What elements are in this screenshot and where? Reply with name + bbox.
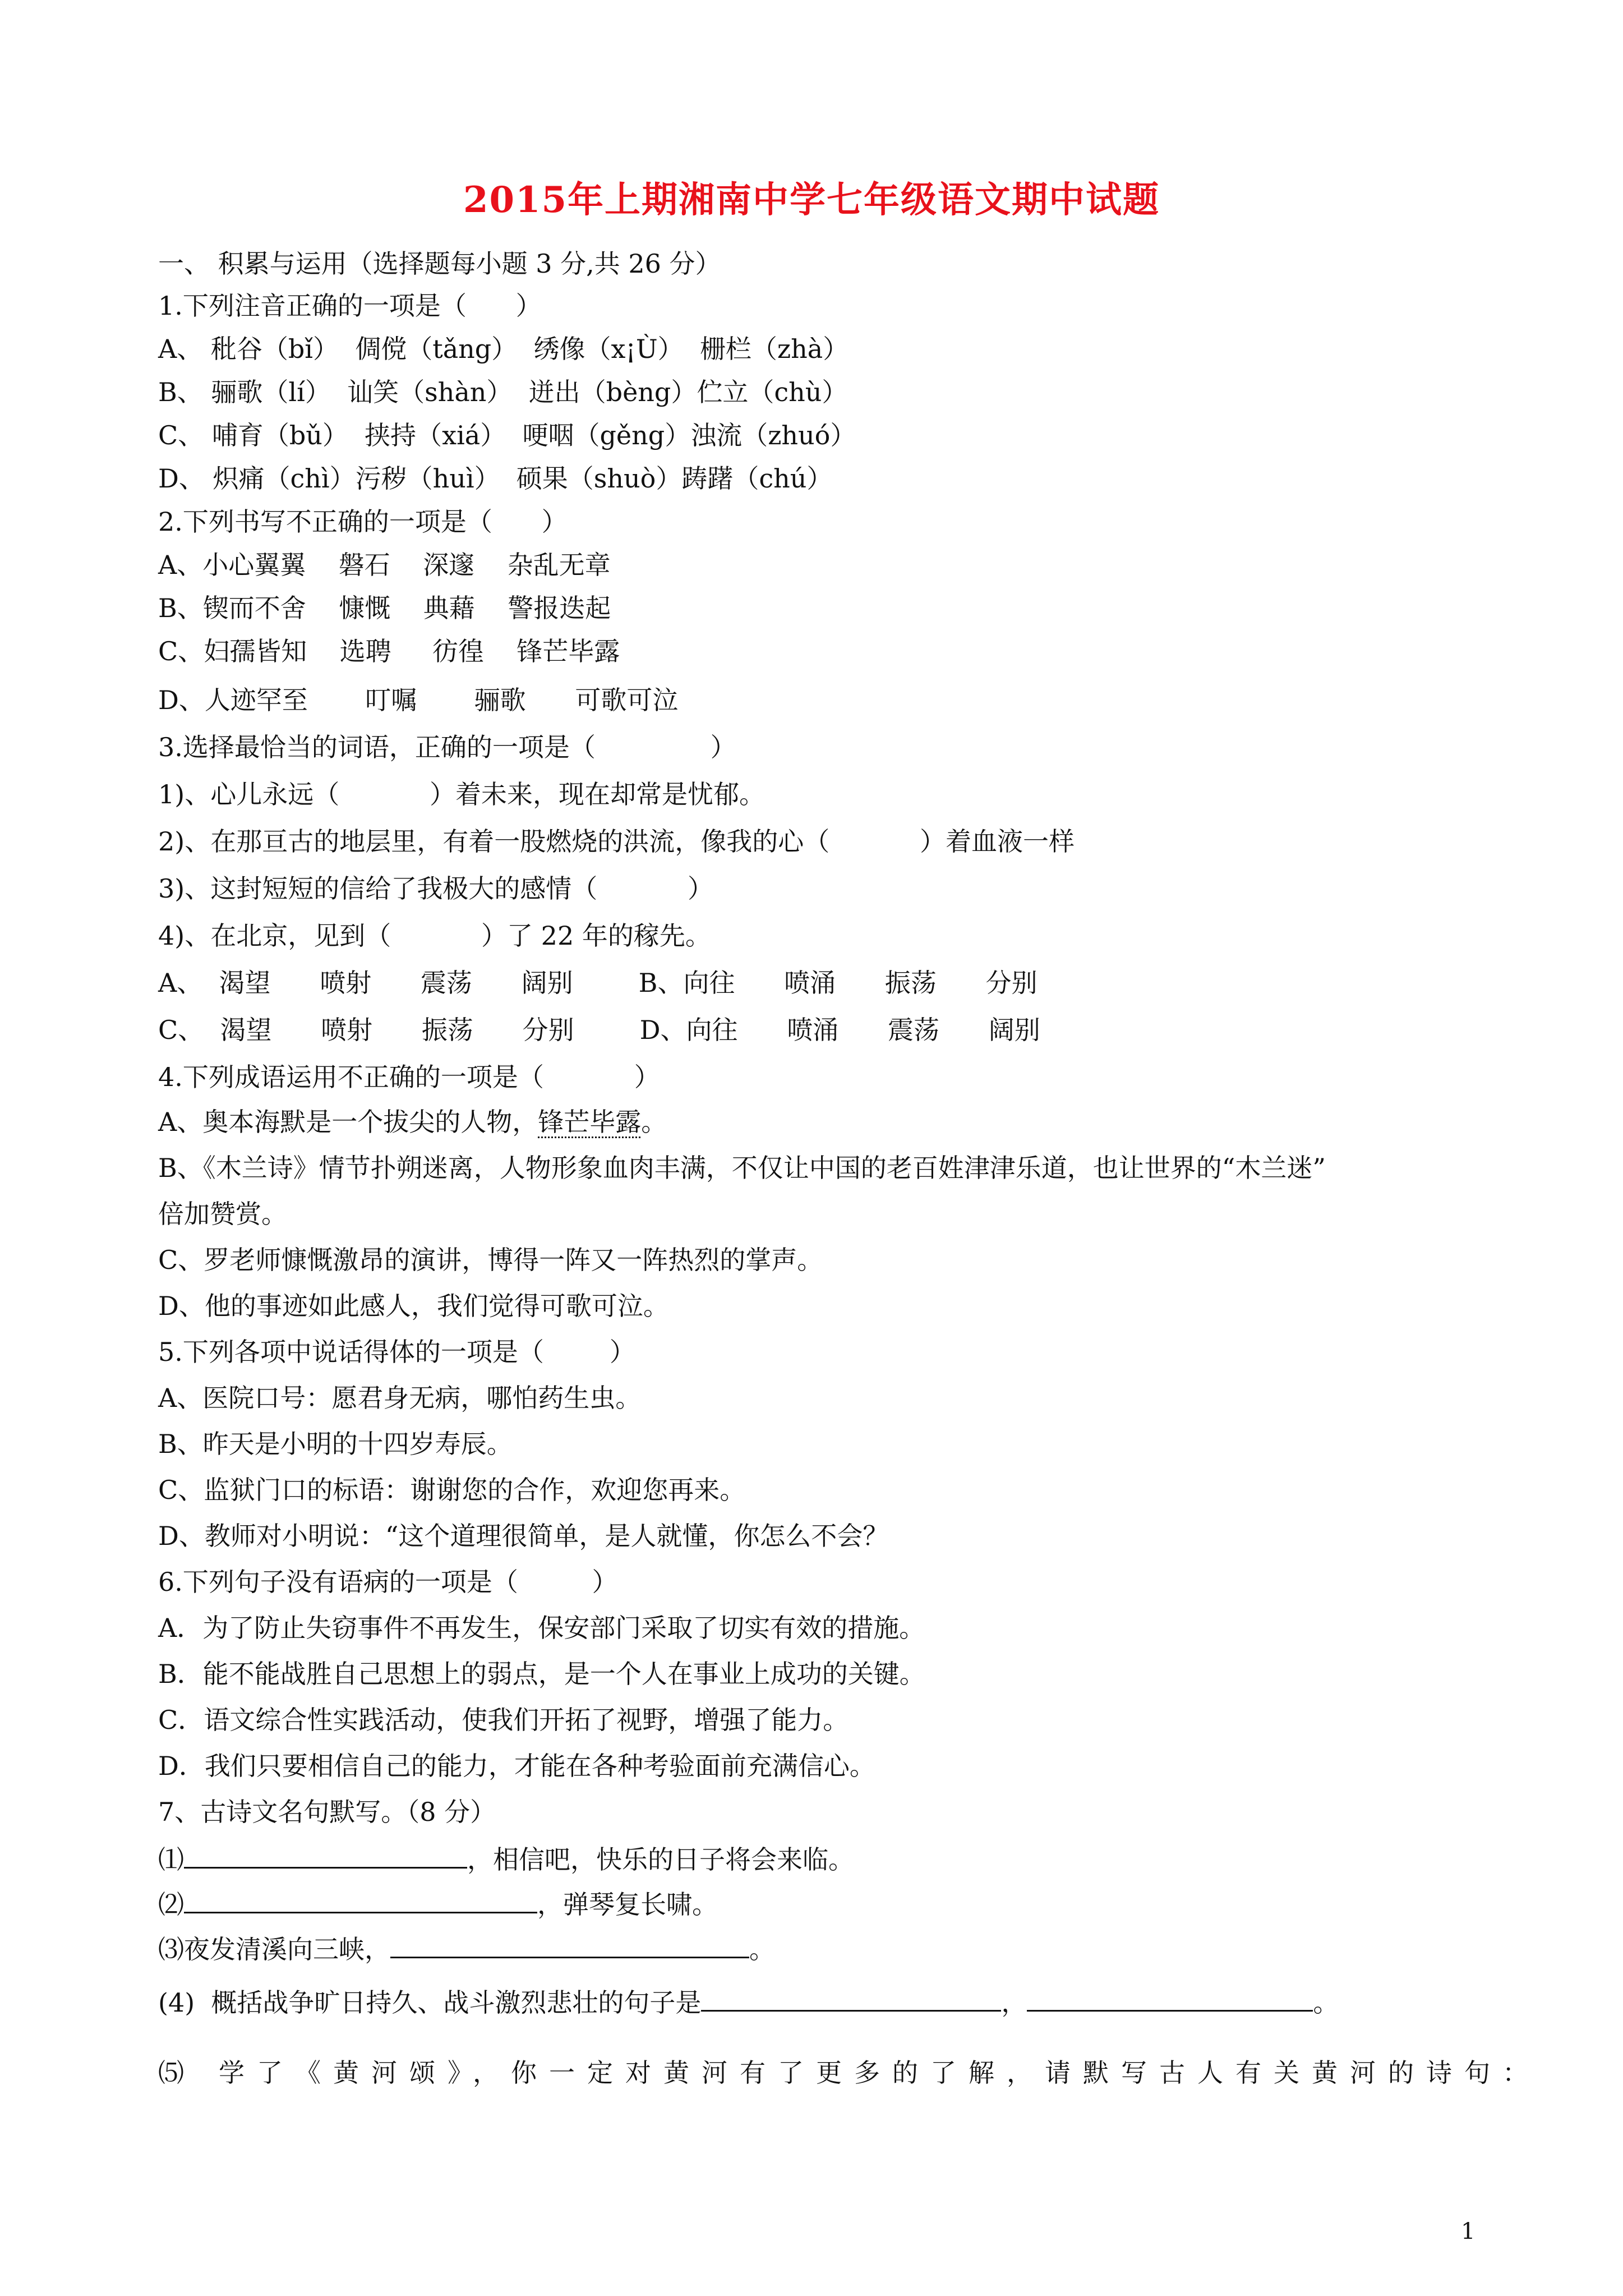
question-4-option-a-prefix: A、奥本海默是一个拔尖的人物， — [158, 1107, 538, 1137]
poem-line-1 — [158, 1841, 854, 1875]
question-4-idiom: 锋芒毕露 — [538, 1107, 642, 1137]
question-1-stem: 1.下列注音正确的一项是（ ） — [158, 291, 542, 321]
poem-line-1-text: ，相信吧，快乐的日子将会来临。 — [467, 1844, 854, 1875]
poem-line-3 — [158, 1931, 775, 1964]
question-5-option-b: B、昨天是小明的十四岁寿辰。 — [158, 1429, 513, 1459]
question-2-stem: 2.下列书写不正确的一项是（ ） — [158, 507, 568, 537]
poem-line-5-number: ⑸ — [158, 2058, 184, 2088]
question-4-option-d: D、他的事迹如此感人，我们觉得可歌可泣。 — [158, 1291, 669, 1321]
question-3-options-cd: C、 渴望 喷射 振荡 分别 D、向往 喷涌 震荡 阔别 — [158, 1015, 1040, 1045]
section-heading: 一、 积累与运用（选择题每小题 3 分,共 26 分） — [158, 249, 721, 279]
question-4-option-a — [158, 1105, 667, 1139]
poem-line-5-text: 学了《黄河颂》，你一定对黄河有了更多的了解，请默写古人有关黄河的诗句： — [219, 2058, 1541, 2088]
question-3-sentence-2: 2)、在那亘古的地层里，有着一股燃烧的洪流，像我的心（ ）着血液一样 — [158, 826, 1075, 857]
question-2-option-c: C、妇孺皆知 选聘 彷徨 锋芒毕露 — [158, 636, 620, 666]
poem-blank-2[interactable] — [184, 1886, 537, 1913]
poem-line-4-end: 。 — [1313, 1987, 1339, 2018]
question-3-sentence-3: 3)、这封短短的信给了我极大的感情（ ） — [158, 873, 714, 904]
poem-line-4-text: (4) 概括战争旷日持久、战斗激烈悲壮的句子是 — [158, 1987, 702, 2018]
poem-line-5 — [158, 2056, 1541, 2090]
question-5-option-d: D、教师对小明说：“这个道理很简单，是人就懂，你怎么不会？ — [158, 1521, 889, 1551]
poem-line-4-comma: ， — [1001, 1987, 1027, 2018]
question-1-option-d: D、 炽痛（chì）污秽（huì） 硕果（shuò）踌躇（chú） — [158, 463, 833, 494]
question-3-sentence-1: 1)、心儿永远（ ）着未来，现在却常是忧郁。 — [158, 779, 766, 809]
question-2-option-b: B、锲而不舍 慷慨 典藉 警报迭起 — [158, 593, 611, 623]
question-5-option-c: C、监狱门口的标语：谢谢您的合作，欢迎您再来。 — [158, 1475, 746, 1505]
poem-line-3-end: 。 — [749, 1934, 775, 1964]
question-4-option-b-line1: B、《木兰诗》情节扑朔迷离，人物形象血肉丰满，不仅让中国的老百姓津津乐道，也让世界的“木兰迷” — [158, 1153, 1326, 1183]
question-5-stem: 5.下列各项中说话得体的一项是（ ） — [158, 1337, 635, 1367]
question-1-option-a: A、 秕谷（bǐ） 倜傥（tǎng） 绣像（x¡Ù） 栅栏（zhà） — [158, 334, 849, 364]
question-1-option-b: B、 骊歌（lí） 讪笑（shàn） 迸出（bèng）伫立（chù） — [158, 377, 848, 407]
exam-title: 2015年上期湘南中学七年级语文期中试题 — [463, 179, 1160, 221]
poem-line-2-number: ⑵ — [158, 1889, 184, 1920]
question-2-option-d: D、人迹罕至 叮嘱 骊歌 可歌可泣 — [158, 685, 679, 715]
poem-blank-3[interactable] — [390, 1931, 749, 1958]
poem-line-4 — [158, 1984, 1339, 2018]
poem-line-2 — [158, 1886, 718, 1920]
poem-line-1-number: ⑴ — [158, 1844, 184, 1875]
question-6-option-a: A．为了防止失窃事件不再发生，保安部门采取了切实有效的措施。 — [158, 1613, 925, 1643]
poem-blank-1[interactable] — [184, 1841, 467, 1869]
question-4-option-a-suffix: 。 — [641, 1107, 667, 1137]
question-1-option-c: C、 哺育（bǔ） 挟持（xiá） 哽咽（gěng）浊流（zhuó） — [158, 420, 856, 450]
question-7-stem: 7、古诗文名句默写。（8 分） — [158, 1797, 496, 1827]
question-6-option-b: B．能不能战胜自己思想上的弱点，是一个人在事业上成功的关键。 — [158, 1659, 925, 1689]
page-number: 1 — [1461, 2219, 1476, 2244]
question-4-option-b-line2: 倍加赞赏。 — [158, 1199, 287, 1229]
question-6-stem: 6.下列句子没有语病的一项是（ ） — [158, 1567, 618, 1597]
question-6-option-d: D．我们只要相信自己的能力，才能在各种考验面前充满信心。 — [158, 1751, 875, 1781]
question-2-option-a: A、小心翼翼 磐石 深邃 杂乱无章 — [158, 550, 611, 580]
question-5-option-a: A、医院口号：愿君身无病，哪怕药生虫。 — [158, 1383, 642, 1413]
question-3-stem: 3.选择最恰当的词语，正确的一项是（ ） — [158, 732, 736, 762]
question-3-options-ab: A、 渴望 喷射 震荡 阔别 B、向往 喷涌 振荡 分别 — [158, 968, 1038, 998]
question-6-option-c: C．语文综合性实践活动，使我们开拓了视野，增强了能力。 — [158, 1705, 849, 1735]
question-3-sentence-4: 4)、在北京，见到（ ）了 22 年的稼先。 — [158, 921, 711, 951]
poem-line-2-text: ，弹琴复长啸。 — [537, 1889, 718, 1920]
poem-line-3-text: ⑶夜发清溪向三峡， — [158, 1934, 390, 1964]
question-4-stem: 4.下列成语运用不正确的一项是（ ） — [158, 1062, 660, 1092]
question-4-option-c: C、罗老师慷慨激昂的演讲，博得一阵又一阵热烈的掌声。 — [158, 1245, 823, 1275]
poem-blank-4b[interactable] — [1027, 1984, 1313, 2012]
poem-blank-4a[interactable] — [701, 1984, 1001, 2012]
